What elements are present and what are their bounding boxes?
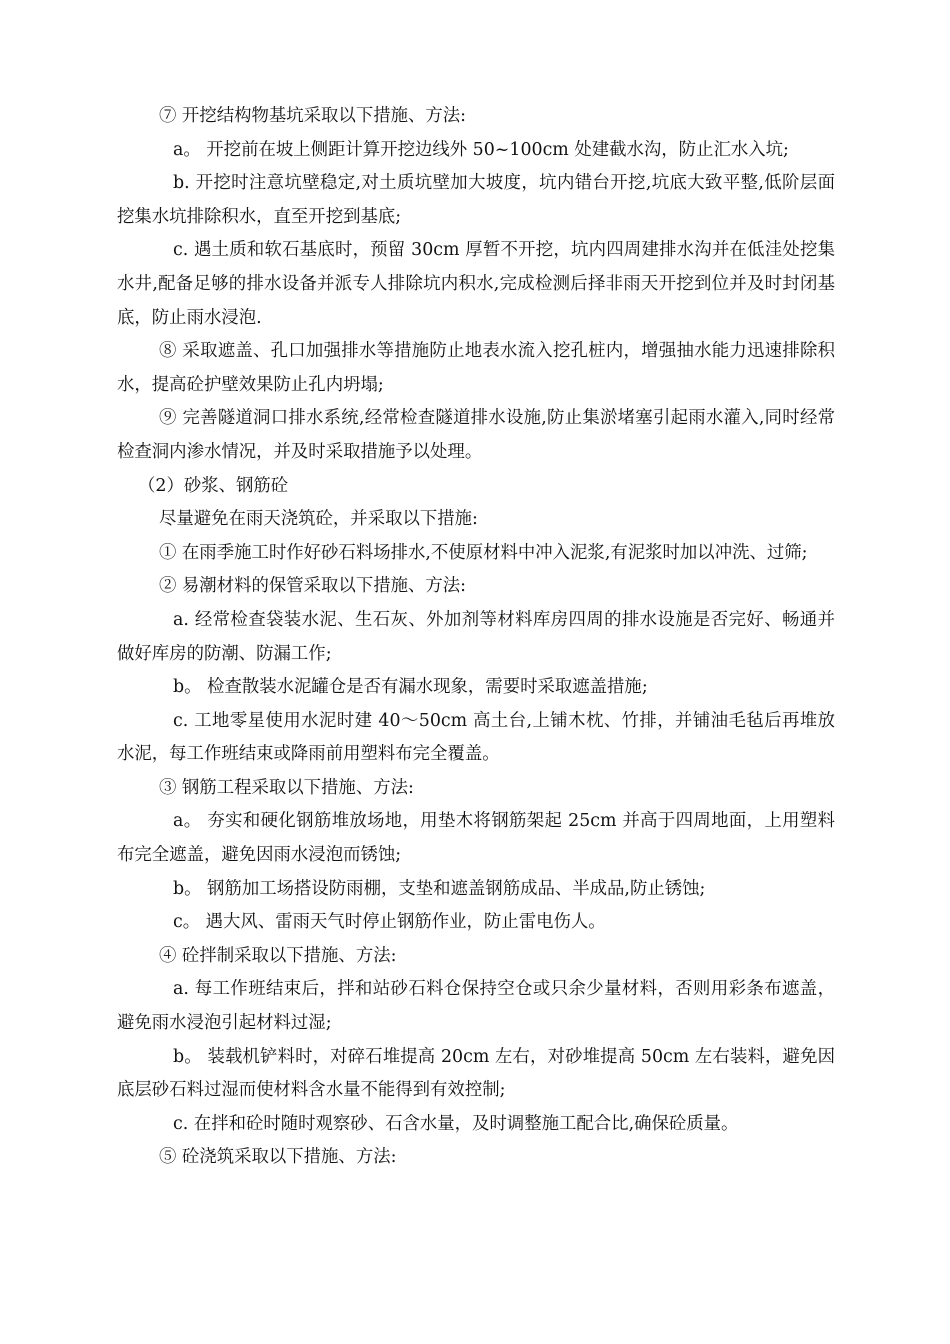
paragraph-intro: 尽量避免在雨天浇筑砼，并采取以下措施: [159,509,478,530]
paragraph-3a: a。 夯实和硬化钢筋堆放场地，用垫木将钢筋架起 25cm 并高于四周地面，上用塑料布完全遮盖，避免因雨水浸泡而锈蚀; [117,811,835,866]
paragraph-2a: a. 经常检查袋装水泥、生石灰、外加剂等材料库房四周的排水设施是否完好、畅通并做好库房的防潮、防漏工作; [117,609,835,664]
section-heading-2: （2）砂浆、钢筋砼 [138,475,289,496]
paragraph-8: ⑧ 采取遮盖、孔口加强排水等措施防止地表水流入挖孔桩内，增强抽水能力迅速排除积水，提高砼护壁效果防止孔内坍塌; [117,341,835,395]
paragraph-9: ⑨ 完善隧道洞口排水系统,经常检查隧道排水设施,防止集淤堵塞引起雨水灌入,同时经常检查洞内渗水情况，并及时采取措施予以处理。 [117,408,835,462]
paragraph-3c: c。 遇大风、雷雨天气时停止钢筋作业，防止雷电伤人。 [173,912,606,933]
paragraph-4b: b。 装载机铲料时，对碎石堆提高 20cm 左右，对砂堆提高 50cm 左右装料，避免因底层砂石料过湿而使材料含水量不能得到有效控制; [117,1046,835,1101]
paragraph-4: ④ 砼拌制采取以下措施、方法: [159,945,397,966]
document-body [117,100,835,1175]
paragraph-2b: b。 检查散装水泥罐仓是否有漏水现象，需要时采取遮盖措施; [173,677,648,698]
paragraph-7b: b. 开挖时注意坑壁稳定,对土质坑壁加大坡度，坑内错台开挖,坑底大致平整,低阶层面挖集水坑排除积水，直至开挖到基底; [117,173,835,227]
paragraph-7-excavation: ⑦ 开挖结构物基坑采取以下措施、方法: [159,106,467,126]
paragraph-3b: b。 钢筋加工场搭设防雨棚，支垫和遮盖钢筋成品、半成品,防止锈蚀; [173,878,706,899]
paragraph-4c: c. 在拌和砼时随时观察砂、石含水量，及时调整施工配合比,确保砼质量。 [173,1113,739,1134]
paragraph-7a: a。 开挖前在坡上侧距计算开挖边线外 50~100cm 处建截水沟，防止汇水入坑; [173,139,789,160]
paragraph-4a: a. 每工作班结束后，拌和站砂石料仓保持空仓或只余少量材料，否则用彩条布遮盖，避免雨水浸泡引起材料过湿; [117,979,835,1034]
paragraph-7c: c. 遇土质和软石基底时，预留 30cm 厚暂不开挖，坑内四周建排水沟并在低洼处挖集水井,配备足够的排水设备并派专人排除坑内积水,完成检测后择非雨天开挖到位并及时封闭基底，防止雨水浸泡. [117,240,835,328]
paragraph-2c: c. 工地零星使用水泥时建 40～50cm 高土台,上铺木枕、竹排，并铺油毛毡后再堆放水泥，每工作班结束或降雨前用塑料布完全覆盖。 [117,710,835,765]
paragraph-2: ② 易潮材料的保管采取以下措施、方法: [159,576,467,597]
paragraph-5: ⑤ 砼浇筑采取以下措施、方法: [159,1147,397,1168]
paragraph-1: ① 在雨季施工时作好砂石料场排水,不使原材料中冲入泥浆,有泥浆时加以冲洗、过筛; [159,542,808,563]
paragraph-3: ③ 钢筋工程采取以下措施、方法: [159,777,414,798]
